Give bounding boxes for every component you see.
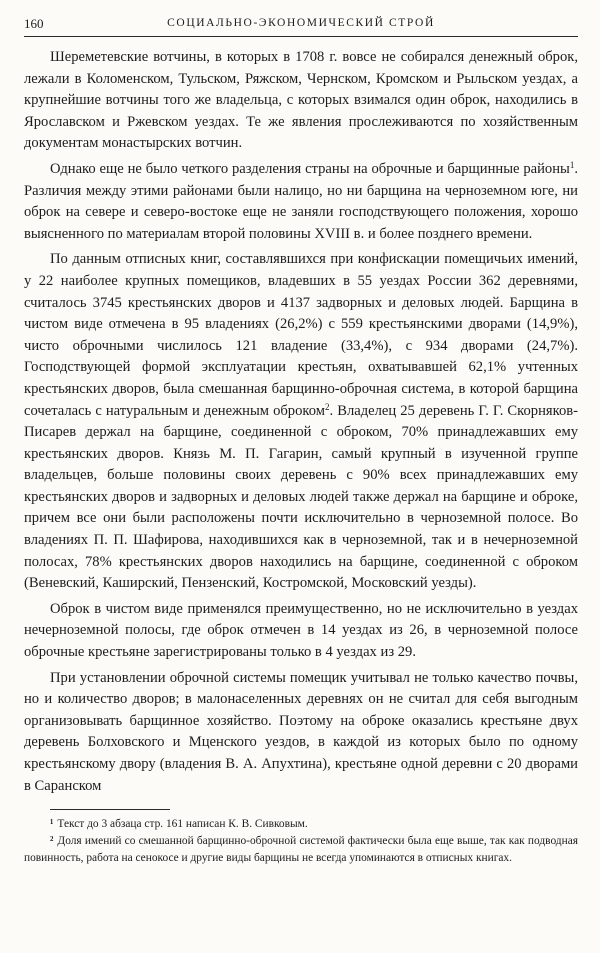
main-text	[24, 47, 578, 797]
footnote-ref-1[interactable]: 1	[569, 159, 575, 170]
paragraph-3	[24, 249, 578, 595]
paragraph-2-text: Однако еще не было четкого разделения страны на оброчные и барщинные районы	[50, 160, 570, 177]
running-head: СОЦИАЛЬНО-ЭКОНОМИЧЕСКИЙ СТРОЙ	[167, 17, 435, 29]
paragraph-2-tail: . Различия между этими районами были налицо, но ни барщина на черноземном юге, ни оброк на севере и северо-востоке еще не заняли господствующего положения, хорошо выясненного по материалам второй половины XVIII в. и более позднего времени.	[24, 160, 578, 242]
footnote-2-mark: ²	[50, 835, 54, 848]
footnote-1	[24, 816, 578, 833]
paragraph-1-text: Шереметевские вотчины, в которых в 1708 г. вовсе не собирался денежный оброк, лежали в Коломенском, Тульском, Ряжском, Чернском, Кромском и Рыльском уездах, а крупнейшие вотчины того же владельца, с которых взимался один оброк, находились в Ярославском и Ржевском уездах. Те же явления прослеживаются по хозяйственным документам монастырских вотчин.	[24, 49, 578, 152]
paragraph-4	[24, 599, 578, 664]
page-number: 160	[24, 16, 44, 31]
footnote-ref-2[interactable]: 2	[325, 401, 330, 412]
paragraph-4-text: Оброк в чистом виде применялся преимущественно, но не исключительно в уездах нечерноземной полосы, где оброк отмечен в 14 уездах из 26, в черноземной полосе оброчные крестьяне зарегистрированы только в 4 уездах из 29.	[24, 600, 578, 661]
footnote-2-text: Доля имений со смешанной барщинно-оброчной системой фактически была еще выше, так как подводная повинность, работа на сенокосе и другие виды барщины не всегда упоминаются в отписных книгах.	[24, 835, 578, 865]
footnote-1-text: Текст до 3 абзаца стр. 161 написан К. В. Сивковым.	[57, 818, 308, 831]
footnote-2	[24, 833, 578, 867]
paragraph-3-tail: . Владелец 25 деревень Г. Г. Скорняков-Писарев держал на барщине, соединенной с оброком, 70% принадлежавших ему крестьянских дворов. Князь М. П. Гагарин, самый крупный в изученной группе владельцев, больше половины своих деревень с 90% всех принадлежавших ему крестьянских дворов и задворных и деловых людей также держал на барщине и оброке, причем все они были расположены почти исключительно в черноземной полосе. Во владениях П. П. Шафирова, находившихся как в черноземной, так и в нечерноземной полосах, 78% крестьянских дворов находились на барщине, соединенной с оброком (Веневский, Каширский, Пензенский, Костромской, Московский уезды).	[24, 402, 579, 592]
paragraph-3-text: По данным отписных книг, составлявшихся при конфискации помещичьих имений, у 22 наиболее крупных помещиков, владевших в 55 уездах России 362 деревнями, считалось 3745 крестьянских дворов и 4137 задворных и деловых людей. Барщина в чистом виде отмечена в 95 владениях (26,2%) с 559 крестьянскими дворами (14,9%), чисто оброчными числилось 121 владение (33,4%), с 934 дворами (24,7%). Господствующей формой эксплуатации крестьян, охватывавшей 62,1% учтенных крестьянских дворов, была смешанная барщинно-оброчная система, в которой барщина сочеталась с натуральным и денежным оброком	[24, 251, 578, 419]
footnote-divider	[50, 809, 170, 810]
page-header	[24, 14, 578, 37]
paragraph-2	[24, 159, 578, 245]
paragraph-1	[24, 47, 578, 155]
footnote-1-mark: ¹	[50, 818, 54, 831]
paragraph-5	[24, 668, 578, 798]
footnotes	[24, 816, 578, 867]
paragraph-5-text: При установлении оброчной системы помещик учитывал не только качество почвы, но и количество дворов; в малонаселенных деревнях он не считал для себя выгодным организовывать барщинное хозяйство. Поэтому на оброке оказались крестьяне двух деревень Болховского и Мценского уездов, в каждой из которых было по одному крестьянскому двору (владения В. А. Апухтина), крестьяне одной деревни с 20 дворами в Саранском	[24, 669, 578, 794]
